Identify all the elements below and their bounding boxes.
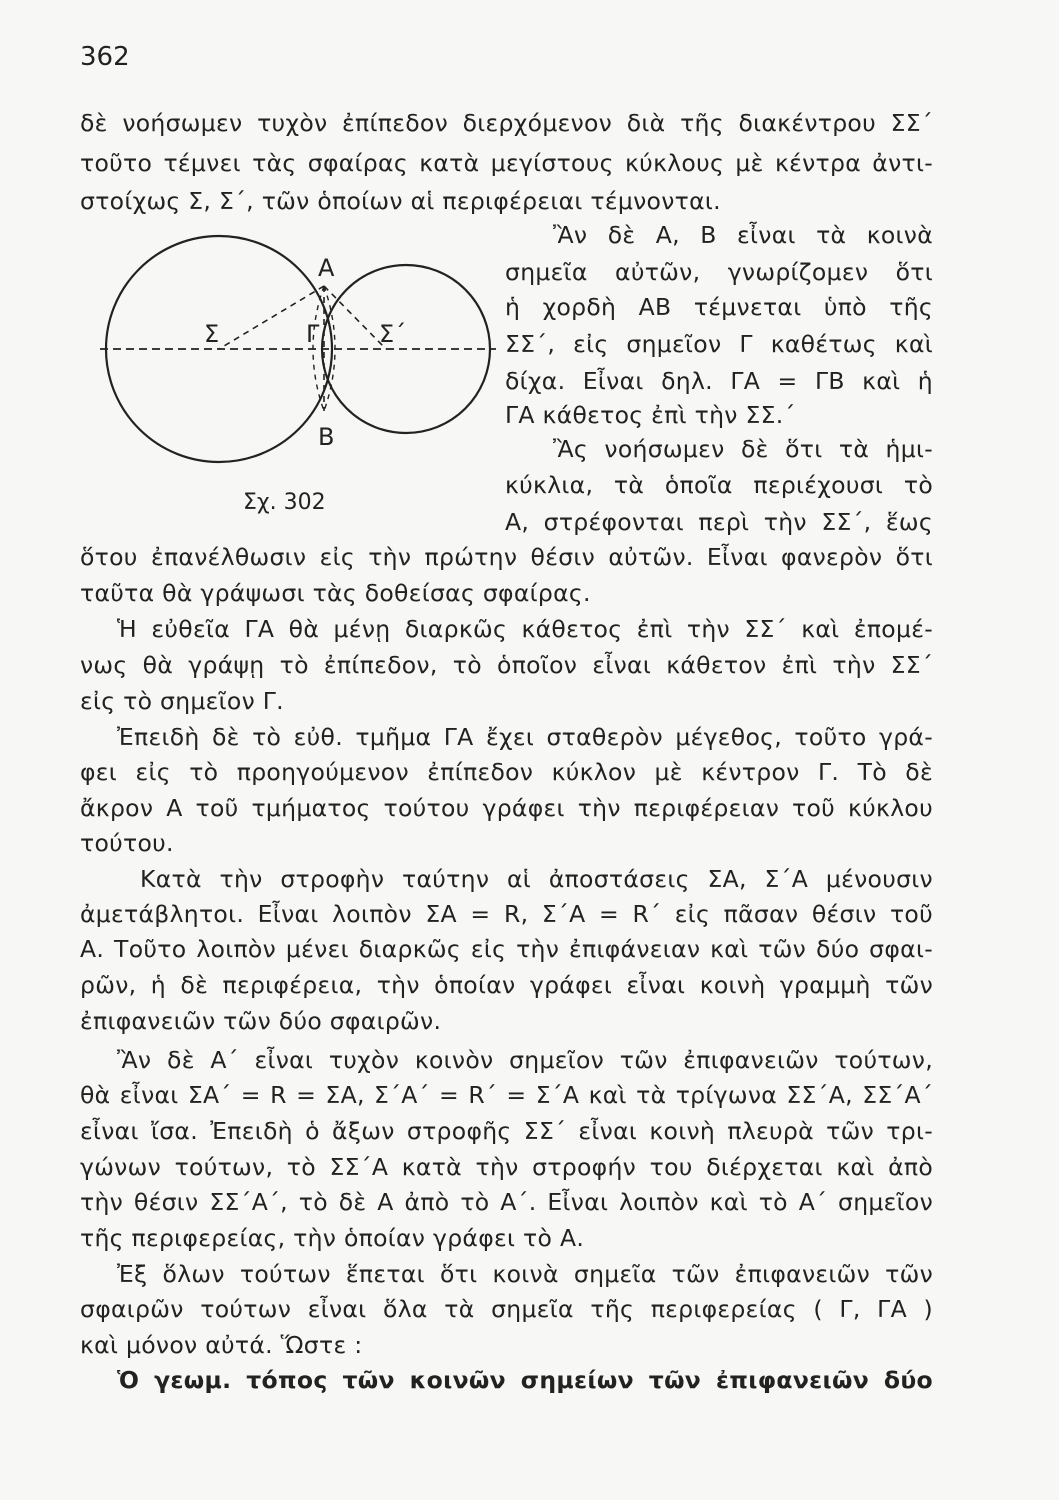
text-line: ρῶν, ἡ δὲ περιφέρεια, τὴν ὁποίαν γράφει εἶναι κοινὴ γραμμὴ τῶν (80, 971, 933, 999)
label-b: Β (318, 423, 335, 451)
text-line: Ἐπειδὴ δὲ τὸ εὐθ. τμῆμα ΓΑ ἔχει σταθερὸν μέγεθος, τοῦτο γρά- (117, 723, 933, 751)
text-line: τούτου. (80, 829, 174, 857)
text-line: θὰ εἶναι ΣΑ΄ = R = ΣΑ, Σ΄Α΄ = R΄ = Σ΄Α καὶ τὰ τρίγωνα ΣΣ΄Α, ΣΣ΄Α΄ (80, 1081, 933, 1109)
text-line: ΓΑ κάθετος ἐπὶ τὴν ΣΣ.΄ (505, 401, 796, 429)
text-line: τὴν θέσιν ΣΣ΄Α΄, τὸ δὲ Α ἀπὸ τὸ Α΄. Εἶναι λοιπὸν καὶ τὸ Α΄ σημεῖον (80, 1188, 933, 1216)
text-line: νως θὰ γράψῃ τὸ ἐπίπεδον, τὸ ὁποῖον εἶναι κάθετον ἐπὶ τὴν ΣΣ΄ (80, 651, 933, 679)
text-line: Ἡ εὐθεῖα ΓΑ θὰ μένῃ διαρκῶς κάθετος ἐπὶ τὴν ΣΣ΄ καὶ ἐπομέ- (117, 615, 933, 643)
text-line: φει εἰς τὸ προηγούμενον ἐπίπεδον κύκλον μὲ κέντρον Γ. Τὸ δὲ (80, 758, 933, 786)
label-g: Γ (306, 320, 320, 348)
text-line: σημεῖα αὐτῶν, γνωρίζομεν ὅτι (505, 258, 933, 286)
text-line: εἶναι ἴσα. Ἐπειδὴ ὁ ἄξων στροφῆς ΣΣ΄ εἶναι κοινὴ πλευρὰ τῶν τρι- (80, 1117, 933, 1145)
text-line: ἀμετάβλητοι. Εἶναι λοιπὸν ΣΑ = R, Σ΄Α = R΄ εἰς πᾶσαν θέσιν τοῦ (80, 900, 933, 928)
label-a: Α (318, 254, 335, 282)
figure-302 (96, 230, 506, 530)
text-line: εἰς τὸ σημεῖον Γ. (80, 687, 284, 715)
text-line: ὅτου ἐπανέλθωσιν εἰς τὴν πρώτην θέσιν αὐτῶν. Εἶναι φανερὸν ὅτι (80, 543, 933, 571)
text-line: Ἂς νοήσωμεν δὲ ὅτι τὰ ἡμι- (553, 435, 933, 463)
text-line: ταῦτα θὰ γράψωσι τὰς δοθείσας σφαίρας. (80, 579, 591, 607)
text-line: στοίχως Σ, Σ΄, τῶν ὁποίων αἱ περιφέρειαι τέμνονται. (80, 187, 721, 215)
text-line: σφαιρῶν τούτων εἶναι ὅλα τὰ σημεῖα τῆς περιφερείας ( Γ, ΓΑ ) (80, 1295, 933, 1323)
text-line: Ἂν δὲ Α, Β εἶναι τὰ κοινὰ (553, 221, 933, 249)
text-line: Ἐξ ὅλων τούτων ἕπεται ὅτι κοινὰ σημεῖα τῶν ἐπιφανειῶν τῶν (117, 1260, 933, 1288)
text-line: Α. Τοῦτο λοιπὸν μένει διαρκῶς εἰς τὴν ἐπιφάνειαν καὶ τῶν δύο σφαι- (80, 935, 933, 963)
text-line: Ἂν δὲ Α΄ εἶναι τυχὸν κοινὸν σημεῖον τῶν ἐπιφανειῶν τούτων, (117, 1046, 933, 1074)
text-line: Α, στρέφονται περὶ τὴν ΣΣ΄, ἕως (505, 508, 933, 536)
page-number: 362 (80, 42, 130, 72)
text-line: Κατὰ τὴν στροφὴν ταύτην αἱ ἀποστάσεις ΣΑ, Σ΄Α μένουσιν (140, 865, 933, 893)
text-line: καὶ μόνον αὐτά. Ὥστε : (80, 1331, 363, 1359)
text-line: ἄκρον Α τοῦ τμήματος τούτου γράφει τὴν περιφέρειαν τοῦ κύκλου (80, 794, 933, 822)
text-line: γώνων τούτων, τὸ ΣΣ΄Α κατὰ τὴν στροφήν του διέρχεται καὶ ἀπὸ (80, 1153, 933, 1181)
text-line: κύκλια, τὰ ὁποῖα περιέχουσι τὸ (505, 471, 933, 499)
label-s: Σ (204, 320, 220, 348)
text-line: δὲ νοήσωμεν τυχὸν ἐπίπεδον διερχόμενον διὰ τῆς διακέντρου ΣΣ΄ (80, 109, 933, 137)
segment-s2a (324, 286, 386, 349)
text-line: τοῦτο τέμνει τὰς σφαίρας κατὰ μεγίστους κύκλους μὲ κέντρα ἀντι- (80, 149, 933, 177)
text-line: ἐπιφανειῶν τῶν δύο σφαιρῶν. (80, 1007, 442, 1035)
text-line: δίχα. Εἶναι δηλ. ΓΑ = ΓΒ καὶ ἡ (505, 367, 933, 395)
text-line-bold: Ὁ γεωμ. τόπος τῶν κοινῶν σημείων τῶν ἐπιφανειῶν δύο (117, 1366, 933, 1394)
figure-caption: Σχ. 302 (243, 490, 326, 515)
label-s2: Σ΄ (379, 320, 407, 348)
text-line: ἡ χορδὴ ΑΒ τέμνεται ὑπὸ τῆς (505, 293, 933, 321)
text-line: ΣΣ΄, εἰς σημεῖον Γ καθέτως καὶ (505, 330, 933, 358)
text-line: τῆς περιφερείας, τὴν ὁποίαν γράφει τὸ Α. (80, 1224, 585, 1252)
two-circles-diagram (96, 230, 506, 530)
